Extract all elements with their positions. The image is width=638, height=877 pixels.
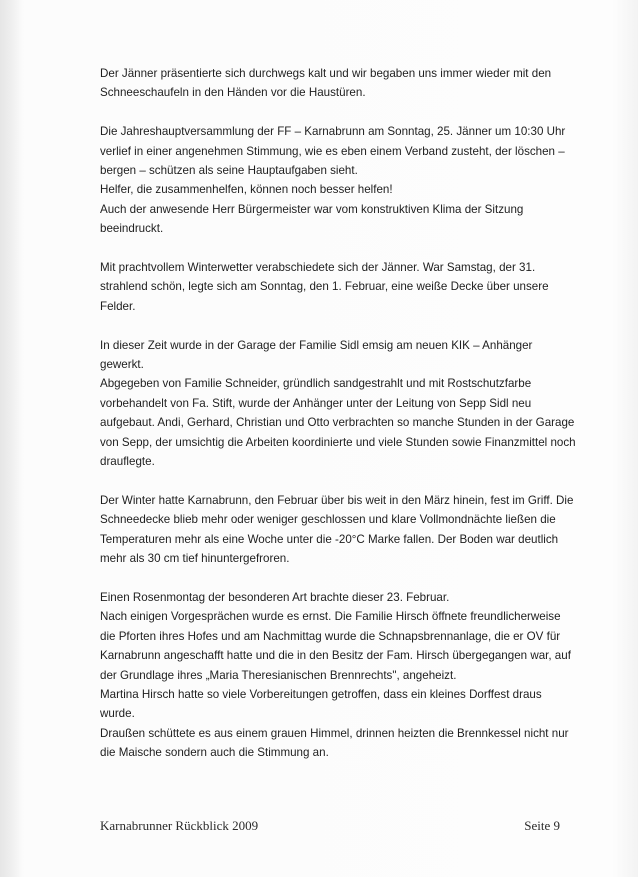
text-line: der Grundlage ihres „Maria Theresianischen Brennrechts", angeheizt. [100, 668, 457, 682]
paragraph [100, 64, 570, 103]
paragraph [100, 491, 574, 569]
text-line: Karnabrunn angeschafft hatte und die in den Besitz der Fam. Hirsch übergegangen war, auf [100, 649, 571, 663]
text-line: Temperaturen mehr als eine Woche unter die -20°C Marke fallen. Der Boden war deutlich [100, 532, 559, 546]
text-line: verlief in einer angenehmen Stimmung, wie es eben einem Verband zusteht, der löschen – [100, 144, 565, 158]
text-line: Nach einigen Vorgesprächen wurde es ernst. Die Familie Hirsch öffnete freundlicherweise [100, 610, 561, 624]
text-line: Der Jänner präsentierte sich durchwegs kalt und wir begaben uns immer wieder mit den [100, 67, 552, 80]
text-line: von Sepp, der umsichtig die Arbeiten koordinierte und viele Stunden sowie Finanzmittel noch [100, 435, 576, 449]
scan-shadow-edge [0, 0, 22, 877]
text-line: Einen Rosenmontag der besonderen Art brachte dieser 23. Februar. [100, 590, 450, 604]
page-footer [100, 818, 560, 838]
text-line: Abgegeben von Familie Schneider, gründlich sandgestrahlt und mit Rostschutzfarbe [100, 377, 532, 391]
text-line: Auch der anwesende Herr Bürgermeister war vom konstruktiven Klima der Sitzung [100, 202, 524, 216]
paragraph [100, 258, 570, 316]
text-line: strahlend schön, legte sich am Sonntag, den 1. Februar, eine weiße Decke über unsere [100, 280, 549, 294]
text-line: Felder. [100, 299, 136, 313]
text-line: Die Jahreshauptversammlung der FF – Karnabrunn am Sonntag, 25. Jänner um 10:30 Uhr [100, 125, 566, 139]
text-line: Schneedecke blieb mehr oder weniger geschlossen und klare Vollmondnächte ließen die [100, 513, 556, 527]
text-line: beeindruckt. [100, 222, 164, 236]
text-line: die Pforten ihres Hofes und am Nachmittag wurde die Schnapsbrennanlage, die er OV für [100, 629, 561, 643]
footer-publication-title: Karnabrunner Rückblick 2009 [100, 818, 259, 833]
text-line: gewerkt. [100, 358, 144, 372]
paragraph [100, 336, 576, 472]
text-line: Martina Hirsch hatte so viele Vorbereitungen getroffen, dass ein kleines Dorffest draus [100, 687, 542, 701]
text-line: Helfer, die zusammenhelfen, können noch besser helfen! [100, 183, 393, 197]
text-line: die Maische sondern auch die Stimmung an. [100, 746, 329, 760]
text-line: In dieser Zeit wurde in der Garage der Familie Sidl emsig am neuen KIK – Anhänger [100, 338, 533, 352]
text-line: Der Winter hatte Karnabrunn, den Februar über bis weit in den März hinein, fest im Griff. Die [100, 493, 574, 507]
text-line: Mit prachtvollem Winterwetter verabschiedete sich der Jänner. War Samstag, der 31. [100, 261, 536, 275]
text-line: wurde. [100, 707, 135, 721]
paragraph [100, 122, 570, 238]
text-line: aufgebaut. Andi, Gerhard, Christian und Otto verbrachten so manche Stunden in der Garage [100, 416, 575, 430]
text-line: Draußen schüttete es aus einem grauen Himmel, drinnen heizten die Brennkessel nicht nur [100, 726, 569, 740]
body-text [100, 64, 576, 782]
text-line: bergen – schützen als seine Hauptaufgaben sieht. [100, 164, 358, 178]
text-line: vorbehandelt von Fa. Stift, wurde der Anhänger unter der Leitung von Sepp Sidl neu [100, 396, 532, 410]
text-line: mehr als 30 cm tief hinuntergefroren. [100, 552, 290, 566]
paragraph [100, 588, 570, 763]
footer-page-number: Seite 9 [524, 818, 560, 833]
text-line: drauflegte. [100, 455, 155, 469]
text-line: Schneeschaufeln in den Händen vor die Haustüren. [100, 86, 366, 100]
